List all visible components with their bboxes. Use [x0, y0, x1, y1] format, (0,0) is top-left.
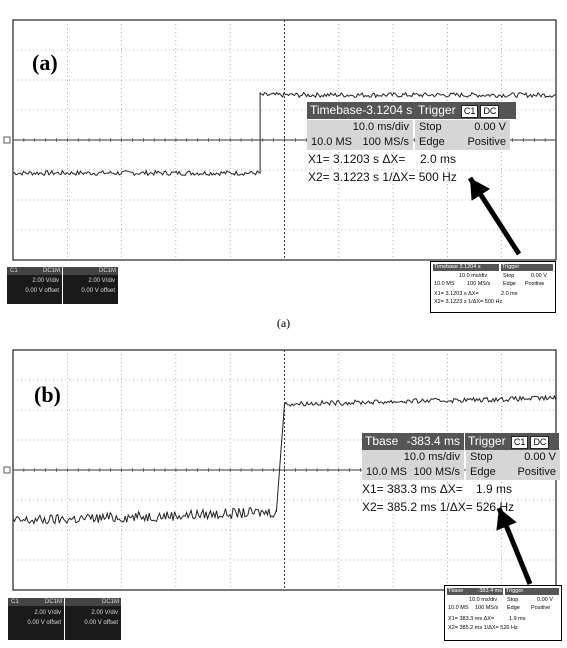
- channel-2-scale: 2.00 V/div: [88, 278, 115, 284]
- inset-stop-level: 0.00 V: [537, 597, 553, 603]
- trigger-header: [465, 433, 559, 450]
- channel-2-coupling: DC1M: [99, 268, 117, 274]
- inset-rate: 100 MS/s: [475, 605, 499, 611]
- panel-label: (b): [34, 382, 61, 407]
- channel-1-coupling: DC1M: [43, 268, 61, 274]
- inset-div: 10.0 ms/div: [469, 597, 498, 603]
- inset-slope: Positive: [525, 281, 545, 287]
- channel-2-offset: 0.00 V offset: [81, 288, 115, 294]
- cursor-x2: X2= 3.1223 s 1/ΔX= 500 Hz: [308, 170, 457, 184]
- channel-2-coupling: DC1M: [102, 599, 120, 605]
- timebase-label: Tbase: [365, 434, 399, 448]
- channel-2-box: [63, 267, 118, 304]
- inset-timebase: Timebase 3.1204 s: [433, 264, 499, 271]
- channel-1-scale: 2.00 V/div: [32, 278, 59, 284]
- channel-1-offset: 0.00 V offset: [25, 288, 59, 294]
- inset-x2: X2= 3.1223 s 1/ΔX= 500 Hz: [434, 299, 503, 305]
- ground-marker: [4, 467, 10, 473]
- inset-memory: 10.0 MS: [434, 281, 455, 287]
- inset-stop-level: 0.00 V: [531, 273, 547, 279]
- inset-trigger: Trigger: [505, 588, 559, 595]
- inset-x2: X2= 385.2 ms 1/ΔX= 526 Hz: [448, 625, 518, 631]
- timebase-cell: [362, 450, 464, 480]
- trigger-mode: Stop: [470, 451, 493, 463]
- zoom-inset: [444, 585, 562, 641]
- trigger-slope: Positive: [467, 136, 506, 148]
- cursor-delta: 2.0 ms: [420, 152, 457, 166]
- channel-1-label: C1: [10, 268, 18, 274]
- inset-stop: Stop: [507, 597, 519, 603]
- inset-dx: 2.0 ms: [501, 291, 518, 297]
- inset-x1: X1= 3.1203 s ΔX=: [434, 291, 479, 297]
- coupling-badge: DC: [530, 436, 549, 449]
- channel-1-box: [8, 598, 64, 640]
- channel-2-offset: 0.00 V offset: [84, 620, 118, 626]
- sample-rate: 100 MS/s: [362, 136, 409, 148]
- div-value: 10.0 ms/div: [352, 121, 409, 133]
- trigger-mode: Stop: [419, 121, 442, 133]
- trigger-header: [415, 102, 516, 119]
- trigger-type: Edge: [470, 466, 496, 478]
- inset-timebase-value: -383.4 ms: [477, 588, 502, 594]
- panel-label: (a): [32, 50, 58, 75]
- trigger-label: Trigger: [418, 103, 456, 117]
- cursor-x1: X1= 3.1203 s ΔX=: [308, 152, 406, 166]
- cursor-x2: X2= 385.2 ms 1/ΔX= 526 Hz: [362, 500, 515, 514]
- trigger-level: 0.00 V: [474, 121, 506, 133]
- trigger-cell: [415, 120, 510, 150]
- trigger-level: 0.00 V: [524, 451, 556, 463]
- timebase-header: [362, 433, 464, 450]
- coupling-badge: DC: [480, 105, 499, 118]
- zoom-inset: [430, 261, 556, 313]
- inset-edge: Edge: [503, 281, 516, 287]
- inset-timebase-label: Tbase: [448, 588, 464, 594]
- figure-caption: (a): [276, 316, 291, 330]
- memory-value: 10.0 MS: [311, 136, 352, 148]
- cursor-delta: 1.9 ms: [476, 482, 513, 496]
- inset-dx: 1.9 ms: [509, 616, 526, 622]
- inset-timebase: [447, 588, 503, 595]
- inset-x1: X1= 383.3 ms ΔX=: [448, 616, 495, 622]
- channel-1-offset: 0.00 V offset: [27, 620, 61, 626]
- inset-rate: 100 MS/s: [467, 281, 491, 287]
- inset-memory: 10.0 MS: [448, 605, 469, 611]
- channel-1-box: [7, 267, 62, 304]
- channel-2-scale: 2.00 V/div: [91, 610, 118, 616]
- channel-2-box: [65, 598, 121, 640]
- inset-edge: Edge: [507, 605, 520, 611]
- trigger-label: Trigger: [468, 434, 506, 448]
- timebase-header: Timebase-3.1204 s: [307, 102, 419, 119]
- trigger-type: Edge: [419, 136, 445, 148]
- timebase-cell: [307, 120, 413, 150]
- scope-panel-b: [0, 340, 567, 648]
- channel-1-scale: 2.00 V/div: [34, 610, 61, 616]
- inset-stop: Stop: [503, 273, 515, 279]
- channel-badge: C1: [461, 105, 479, 118]
- channel-badge: C1: [511, 436, 529, 449]
- trigger-slope: Positive: [517, 466, 556, 478]
- ground-marker: [4, 137, 10, 143]
- memory-value: 10.0 MS: [366, 466, 407, 478]
- inset-div: 10.0 ms/div: [459, 273, 488, 279]
- trigger-cell: [466, 450, 560, 480]
- timebase-value: -383.4 ms: [406, 434, 460, 448]
- channel-1-coupling: DC1M: [45, 599, 63, 605]
- inset-slope: Positive: [531, 605, 551, 611]
- channel-1-label: C1: [11, 599, 19, 605]
- sample-rate: 100 MS/s: [413, 466, 460, 478]
- inset-trigger: Trigger: [501, 264, 553, 271]
- div-value: 10.0 ms/div: [403, 451, 460, 463]
- cursor-x1: X1= 383.3 ms ΔX=: [362, 482, 463, 496]
